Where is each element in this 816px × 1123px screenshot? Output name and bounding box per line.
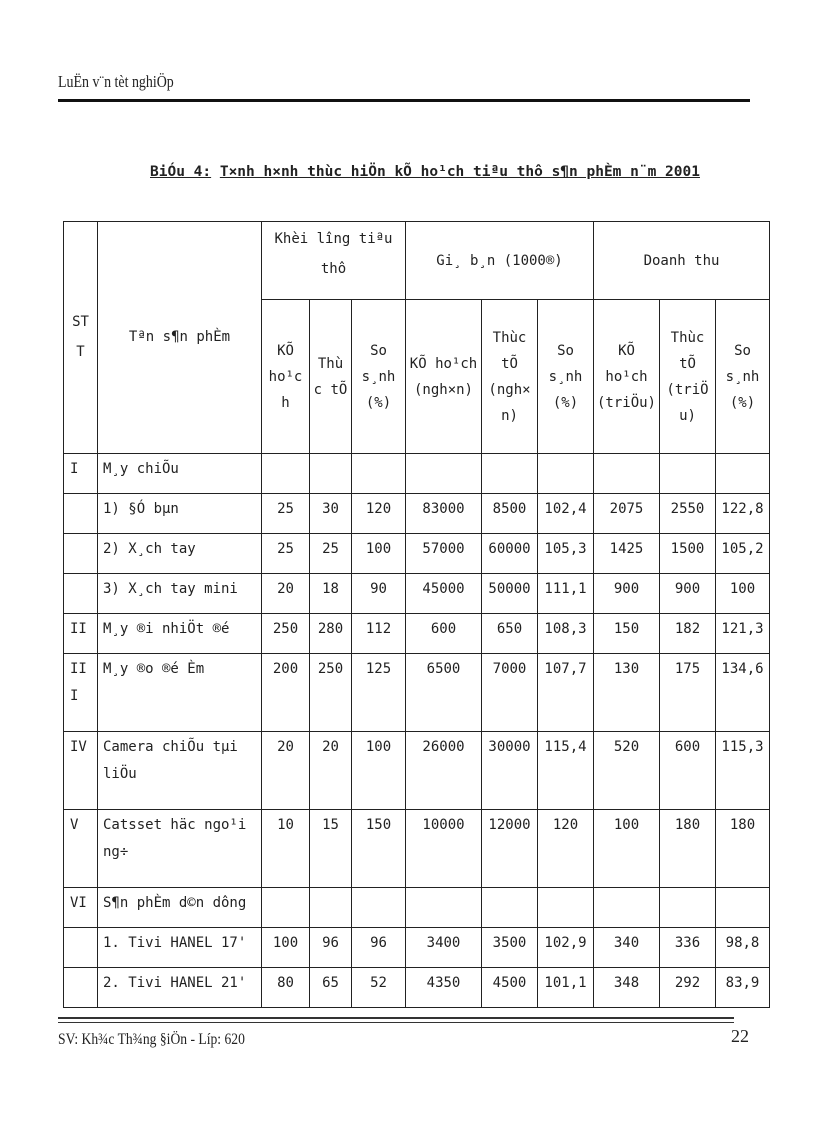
- row-stt: [64, 534, 98, 574]
- sub-price-plan: KÕ ho¹ch (ngh×n): [406, 300, 482, 454]
- row-value-cell: [482, 888, 538, 928]
- row-value-cell: 340: [594, 928, 660, 968]
- row-value-cell: 30000: [482, 732, 538, 810]
- row-value-cell: 6500: [406, 654, 482, 732]
- row-value-cell: 65: [310, 968, 352, 1008]
- row-product-name: 2) X¸ch tay: [98, 534, 262, 574]
- header-product-name: Tªn s¶n phÈm: [98, 222, 262, 454]
- row-value-cell: 182: [660, 614, 716, 654]
- sub-rev-plan: KÕ ho¹ch (triÖu): [594, 300, 660, 454]
- caption-title: T×nh h×nh thùc hiÖn kÕ ho¹ch tiªu thô s¶n phÈm n¨m 2001: [219, 164, 700, 180]
- row-value-cell: [660, 454, 716, 494]
- row-value-cell: 57000: [406, 534, 482, 574]
- row-stt: [64, 928, 98, 968]
- row-product-name: M¸y ®o ®é Èm: [98, 654, 262, 732]
- table-row: [64, 810, 770, 888]
- row-value-cell: 96: [352, 928, 406, 968]
- row-value-cell: 7000: [482, 654, 538, 732]
- row-product-name: Catsset häc ngo¹i ng÷: [98, 810, 262, 888]
- row-stt: [64, 574, 98, 614]
- row-value-cell: 120: [538, 810, 594, 888]
- row-value-cell: 100: [262, 928, 310, 968]
- row-value-cell: 122,8: [716, 494, 770, 534]
- row-value-cell: 102,4: [538, 494, 594, 534]
- row-value-cell: 112: [352, 614, 406, 654]
- row-value-cell: 25: [262, 494, 310, 534]
- row-stt: II I: [64, 654, 98, 732]
- row-value-cell: 60000: [482, 534, 538, 574]
- row-value-cell: 150: [352, 810, 406, 888]
- row-value-cell: 105,2: [716, 534, 770, 574]
- row-product-name: 1) §Ó bµn: [98, 494, 262, 534]
- header-stt: ST T: [64, 222, 98, 454]
- header-quantity: Khèi lîng tiªu thô: [262, 222, 406, 300]
- row-value-cell: 336: [660, 928, 716, 968]
- row-value-cell: [406, 454, 482, 494]
- row-value-cell: 107,7: [538, 654, 594, 732]
- row-product-name: M¸y chiÕu: [98, 454, 262, 494]
- row-value-cell: 150: [594, 614, 660, 654]
- row-value-cell: 25: [310, 534, 352, 574]
- row-value-cell: [310, 454, 352, 494]
- row-stt: V: [64, 810, 98, 888]
- table-row: [64, 732, 770, 810]
- footer-author: SV: Kh¾c Th¾ng §iÖn - Líp: 620: [58, 1031, 245, 1048]
- row-value-cell: 292: [660, 968, 716, 1008]
- row-value-cell: 180: [660, 810, 716, 888]
- caption-label: BiÓu 4:: [150, 164, 212, 180]
- row-value-cell: 10: [262, 810, 310, 888]
- row-product-name: 2. Tivi HANEL 21': [98, 968, 262, 1008]
- page-number: 22: [731, 1026, 749, 1046]
- row-value-cell: [262, 888, 310, 928]
- row-value-cell: 1500: [660, 534, 716, 574]
- row-value-cell: 130: [594, 654, 660, 732]
- row-value-cell: 100: [352, 732, 406, 810]
- row-value-cell: 4500: [482, 968, 538, 1008]
- row-value-cell: [406, 888, 482, 928]
- row-value-cell: 3500: [482, 928, 538, 968]
- row-value-cell: 20: [310, 732, 352, 810]
- row-stt: I: [64, 454, 98, 494]
- row-product-name: M¸y ®i nhiÖt ®é: [98, 614, 262, 654]
- table-row: [64, 494, 770, 534]
- header-rule: [58, 99, 750, 102]
- row-product-name: 1. Tivi HANEL 17': [98, 928, 262, 968]
- row-value-cell: [352, 454, 406, 494]
- row-value-cell: 101,1: [538, 968, 594, 1008]
- row-value-cell: 102,9: [538, 928, 594, 968]
- sub-rev-actual: Thùc tÕ (triÖ u): [660, 300, 716, 454]
- row-value-cell: 900: [660, 574, 716, 614]
- table-body: [64, 454, 770, 1008]
- footer-rule: [58, 1017, 734, 1019]
- table-row: [64, 454, 770, 494]
- row-value-cell: 90: [352, 574, 406, 614]
- row-value-cell: 105,3: [538, 534, 594, 574]
- row-value-cell: [594, 454, 660, 494]
- row-stt: II: [64, 614, 98, 654]
- row-value-cell: 121,3: [716, 614, 770, 654]
- row-value-cell: 100: [716, 574, 770, 614]
- table-row: [64, 968, 770, 1008]
- row-value-cell: 2075: [594, 494, 660, 534]
- sub-price-actual: Thùc tÕ (ngh× n): [482, 300, 538, 454]
- row-value-cell: 96: [310, 928, 352, 968]
- table-row: [64, 654, 770, 732]
- row-value-cell: [482, 454, 538, 494]
- row-value-cell: [352, 888, 406, 928]
- sub-rev-compare: So s¸nh (%): [716, 300, 770, 454]
- row-value-cell: 80: [262, 968, 310, 1008]
- row-value-cell: 3400: [406, 928, 482, 968]
- row-value-cell: 520: [594, 732, 660, 810]
- table-row: [64, 534, 770, 574]
- row-product-name: 3) X¸ch tay mini: [98, 574, 262, 614]
- row-value-cell: 180: [716, 810, 770, 888]
- row-value-cell: 125: [352, 654, 406, 732]
- row-value-cell: 250: [262, 614, 310, 654]
- row-value-cell: [594, 888, 660, 928]
- sub-qty-compare: So s¸nh (%): [352, 300, 406, 454]
- row-product-name: Camera chiÕu tµi liÖu: [98, 732, 262, 810]
- row-value-cell: 15: [310, 810, 352, 888]
- row-value-cell: 4350: [406, 968, 482, 1008]
- row-value-cell: 900: [594, 574, 660, 614]
- row-value-cell: 98,8: [716, 928, 770, 968]
- row-value-cell: 115,3: [716, 732, 770, 810]
- row-product-name: S¶n phÈm d©n dông: [98, 888, 262, 928]
- row-value-cell: 83000: [406, 494, 482, 534]
- row-value-cell: 18: [310, 574, 352, 614]
- row-value-cell: 25: [262, 534, 310, 574]
- row-value-cell: 83,9: [716, 968, 770, 1008]
- row-value-cell: 30: [310, 494, 352, 534]
- row-value-cell: 100: [594, 810, 660, 888]
- row-value-cell: 200: [262, 654, 310, 732]
- row-value-cell: 280: [310, 614, 352, 654]
- row-value-cell: 115,4: [538, 732, 594, 810]
- sales-plan-table: [63, 221, 770, 1008]
- row-value-cell: 52: [352, 968, 406, 1008]
- header-revenue: Doanh thu: [594, 222, 770, 300]
- row-value-cell: 134,6: [716, 654, 770, 732]
- row-value-cell: 100: [352, 534, 406, 574]
- row-value-cell: 26000: [406, 732, 482, 810]
- row-value-cell: 111,1: [538, 574, 594, 614]
- row-value-cell: 250: [310, 654, 352, 732]
- row-value-cell: 650: [482, 614, 538, 654]
- row-value-cell: [310, 888, 352, 928]
- row-stt: [64, 494, 98, 534]
- row-value-cell: 20: [262, 732, 310, 810]
- row-value-cell: [538, 454, 594, 494]
- row-value-cell: 10000: [406, 810, 482, 888]
- footer-rule-thin: [58, 1022, 734, 1023]
- row-stt: VI: [64, 888, 98, 928]
- row-stt: [64, 968, 98, 1008]
- row-value-cell: 2550: [660, 494, 716, 534]
- table-row: [64, 928, 770, 968]
- table-row: [64, 888, 770, 928]
- header-price: Gi¸ b¸n (1000®): [406, 222, 594, 300]
- row-value-cell: [538, 888, 594, 928]
- row-value-cell: 45000: [406, 574, 482, 614]
- row-value-cell: [716, 888, 770, 928]
- row-value-cell: 12000: [482, 810, 538, 888]
- row-value-cell: 175: [660, 654, 716, 732]
- sub-qty-actual: Thù c tÕ: [310, 300, 352, 454]
- row-value-cell: [262, 454, 310, 494]
- row-value-cell: [716, 454, 770, 494]
- row-value-cell: 8500: [482, 494, 538, 534]
- row-value-cell: 108,3: [538, 614, 594, 654]
- row-value-cell: 600: [406, 614, 482, 654]
- table-row: [64, 574, 770, 614]
- row-value-cell: 50000: [482, 574, 538, 614]
- row-value-cell: 120: [352, 494, 406, 534]
- row-value-cell: 20: [262, 574, 310, 614]
- sub-qty-plan: KÕ ho¹c h: [262, 300, 310, 454]
- row-value-cell: 348: [594, 968, 660, 1008]
- table-row: [64, 614, 770, 654]
- table-caption: [150, 164, 700, 180]
- row-value-cell: 600: [660, 732, 716, 810]
- row-stt: IV: [64, 732, 98, 810]
- sub-price-compare: So s¸nh (%): [538, 300, 594, 454]
- row-value-cell: [660, 888, 716, 928]
- row-value-cell: 1425: [594, 534, 660, 574]
- running-header: LuËn v¨n tèt nghiÖp: [58, 72, 174, 91]
